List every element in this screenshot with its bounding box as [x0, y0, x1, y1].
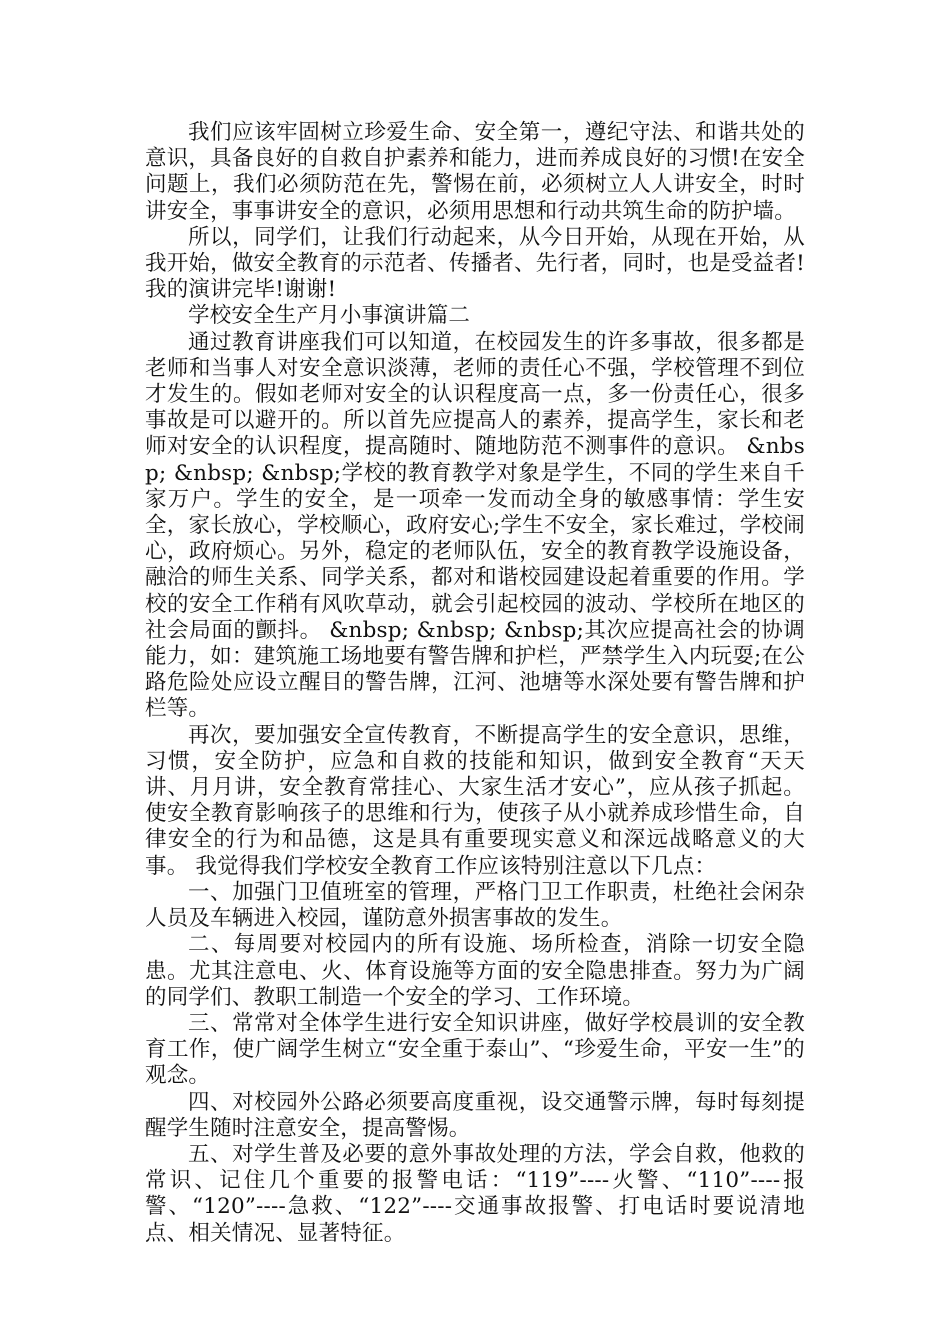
paragraph-safety-awareness: 我们应该牢固树立珍爱生命、安全第一，遵纪守法、和谐共处的意识，具备良好的自救自护素养和能力，进而养成良好的习惯!在安全问题上，我们必须防范在先，警惕在前，必须树立人人讲安全，时时讲安全，事事讲安全的意识，必须用思想和行动共筑生命的防护墙。: [145, 120, 805, 224]
section-title: 学校安全生产月小事演讲篇二: [188, 303, 471, 329]
paragraph-education-lecture: 通过教育讲座我们可以知道，在校园发生的许多事故，很多都是老师和当事人对安全意识淡薄，老师的责任心不强，学校管理不到位才发生的。假如老师对安全的认识程度高一点，多一份责任心，很多事故是可以避开的。所以首先应提高人的素养，提高学生，家长和老师对安全的认识程度，提高随时、随地防范不测事件的意识。 &nbsp; &nbsp; &nbsp;学校的教育教学对象是学生，不同的学生来自千家万户。学生的安全，是一项牵一发而动全身的敏感事情：学生安全，家长放心，学校顺心，政府安心;学生不安全，家长难过，学校闹心，政府烦心。另外，稳定的老师队伍，安全的教育教学设施设备，融洽的师生关系、同学关系，都对和谐校园建设起着重要的作用。学校的安全工作稍有风吹草动，就会引起校园的波动、学校所在地区的社会局面的颤抖。 &nbsp; &nbsp; &nbsp;其次应提高社会的协调能力，如：建筑施工场地要有警告牌和护栏，严禁学生入内玩耍;在公路危险处应设立醒目的警告牌，江河、池塘等水深处要有警告牌和护栏等。: [145, 329, 805, 722]
paragraph-call-to-action: 所以，同学们，让我们行动起来，从今日开始，从现在开始，从我开始，做安全教育的示范者、传播者、先行者，同时，也是受益者!我的演讲完毕!谢谢!: [145, 224, 805, 303]
paragraph-publicity-education: 再次，要加强安全宣传教育，不断提高学生的安全意识，思维，习惯，安全防护，应急和自救的技能和知识，做到安全教育“天天讲、月月讲，安全教育常挂心、大家生活才安心”，应从孩子抓起。使安全教育影响孩子的思维和行为，使孩子从小就养成珍惜生命，自律安全的行为和品德，这是具有重要现实意义和深远战略意义的大事。 我觉得我们学校安全教育工作应该特别注意以下几点：: [145, 722, 805, 879]
list-item-emergency-numbers: 五、对学生普及必要的意外事故处理的方法，学会自救，他救的常识、记住几个重要的报警电话：“119”----火警、“110”----报警、“120”----急救、“122”----交通事故报警、打电话时要说清地点、相关情况、显著特征。: [145, 1141, 805, 1246]
document-page: [145, 120, 805, 1247]
list-item-road-safety: 四、对校园外公路必须要高度重视，设交通警示牌，每时每刻提醒学生随时注意安全，提高警惕。: [145, 1089, 805, 1141]
list-item-gatekeeping: 一、加强门卫值班室的管理，严格门卫工作职责，杜绝社会闲杂人员及车辆进入校园，谨防意外损害事故的发生。: [145, 879, 805, 932]
list-item-safety-lectures: 三、常常对全体学生进行安全知识讲座，做好学校晨训的安全教育工作，使广阔学生树立“安全重于泰山”、“珍爱生命，平安一生”的观念。: [145, 1010, 805, 1089]
list-item-weekly-inspection: 二、每周要对校园内的所有设施、场所检查，消除一切安全隐患。尤其注意电、火、体育设施等方面的安全隐患排查。努力为广阔的同学们、教职工制造一个安全的学习、工作环境。: [145, 932, 805, 1010]
